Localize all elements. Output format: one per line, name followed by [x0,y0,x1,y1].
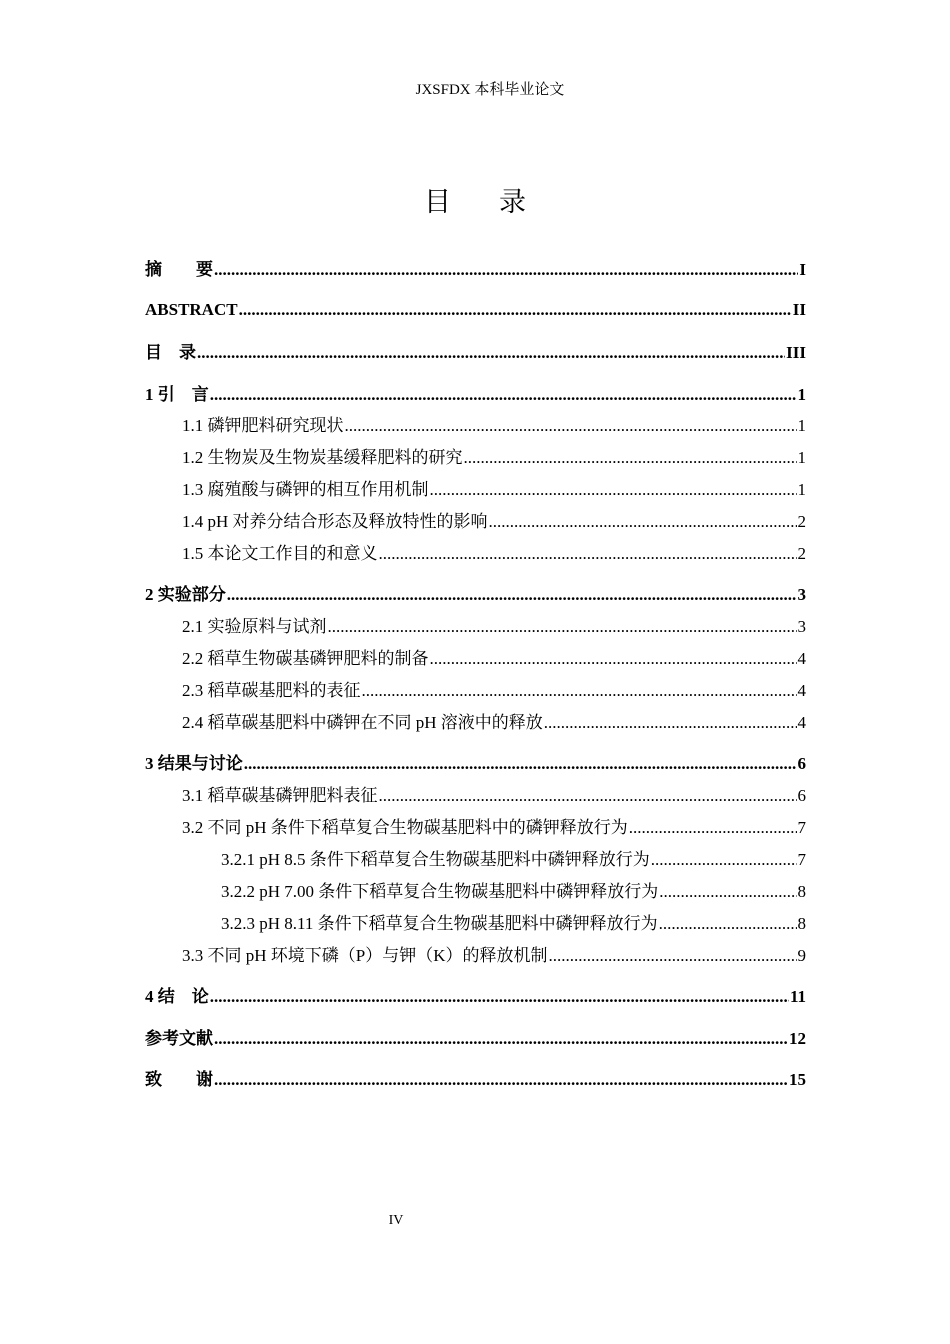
toc-entry[interactable] [145,986,806,1008]
toc-entry-page: 2 [797,512,806,531]
toc-entry-page: 3 [797,617,806,636]
toc-leader [362,680,797,702]
toc-entry-page: 7 [797,818,806,837]
toc-leader [210,986,789,1008]
toc-entry[interactable] [145,1069,806,1091]
toc-leader [544,712,797,734]
toc-leader [651,849,797,871]
toc-entry-page: 8 [797,882,806,901]
toc-entry-label: 目 录 [145,343,196,362]
toc-leader [379,785,797,807]
toc-entry-label: 2.1 实验原料与试剂 [182,617,327,636]
toc-entry-page: 12 [789,1029,806,1048]
toc-entry-label: 3.1 稻草碳基磷钾肥料表征 [182,786,378,805]
toc-entry[interactable] [145,1028,806,1050]
toc-entry-label: 1.1 磷钾肥料研究现状 [182,416,344,435]
toc-entry-page: 9 [797,946,806,965]
toc-entry[interactable] [145,299,806,321]
toc-entry-page: 1 [797,385,806,404]
toc-leader [629,817,797,839]
toc-entry-page: 4 [797,681,806,700]
toc-entry-label: 2.2 稻草生物碳基磷钾肥料的制备 [182,649,429,668]
toc-entry-page: 4 [797,649,806,668]
toc-entry[interactable] [182,817,806,839]
toc-entry[interactable] [182,648,806,670]
toc-leader [345,415,797,437]
toc-entry[interactable] [221,913,806,935]
toc-entry-label: 2.3 稻草碳基肥料的表征 [182,681,361,700]
toc-entry-label: 3.3 不同 pH 环境下磷（P）与钾（K）的释放机制 [182,946,548,965]
toc-entry-label: 3.2.3 pH 8.11 条件下稻草复合生物碳基肥料中磷钾释放行为 [221,914,658,933]
toc-entry[interactable] [145,259,806,281]
toc-entry[interactable] [221,881,806,903]
toc-leader [430,648,797,670]
toc-leader [239,299,792,321]
toc-entry[interactable] [145,384,806,406]
toc-entry-label: 3.2 不同 pH 条件下稻草复合生物碳基肥料中的磷钾释放行为 [182,818,628,837]
toc-leader [244,753,797,775]
toc-entry[interactable] [182,616,806,638]
title-char-1: 目 [424,187,451,217]
toc-entry[interactable] [182,680,806,702]
toc-entry-page: 7 [797,850,806,869]
toc-entry-label: 3.2.1 pH 8.5 条件下稻草复合生物碳基肥料中磷钾释放行为 [221,850,650,869]
toc-entry[interactable] [182,543,806,565]
toc-entry[interactable] [145,342,806,364]
toc-entry[interactable] [145,753,806,775]
toc-entry-label: 1.4 pH 对养分结合形态及释放特性的影响 [182,512,488,531]
toc-entry[interactable] [182,511,806,533]
toc-entry-page: 15 [789,1070,806,1089]
toc-leader [430,479,797,501]
toc-entry-label: 1.5 本论文工作目的和意义 [182,544,378,563]
toc-leader [328,616,797,638]
toc-entry-page: 3 [797,585,806,604]
page-header: JXSFDX 本科毕业论文 [415,82,565,98]
toc-entry-page: 2 [797,544,806,563]
toc-entry-page: III [786,343,806,362]
toc-entry[interactable] [182,479,806,501]
toc-leader [489,511,797,533]
toc-entry[interactable] [182,415,806,437]
toc-entry-label: 参考文献 [145,1029,213,1048]
toc-entry-page: 11 [789,987,806,1006]
toc-entry-label: 1.3 腐殖酸与磷钾的相互作用机制 [182,480,429,499]
toc-entry-page: 8 [797,914,806,933]
toc-entry[interactable] [221,849,806,871]
toc-entry-label: 4 结 论 [145,987,209,1006]
toc-entry[interactable] [182,712,806,734]
toc-entry-page: 1 [797,448,806,467]
toc-entry-page: 1 [797,416,806,435]
toc-entry-page: II [792,300,806,319]
toc-leader [210,384,797,406]
toc-leader [379,543,797,565]
page-number-footer: IV [388,1213,404,1228]
toc-entry[interactable] [182,785,806,807]
toc-entry-label: ABSTRACT [145,300,238,319]
toc-leader [197,342,785,364]
toc-leader [464,447,797,469]
toc-entry-page: 1 [797,480,806,499]
toc-entry-page: 6 [797,754,806,773]
toc-leader [214,259,798,281]
toc-leader [659,881,796,903]
toc-entry-label: 1.2 生物炭及生物炭基缓释肥料的研究 [182,448,463,467]
toc-entry-page: 6 [797,786,806,805]
toc-entry-label: 2 实验部分 [145,585,226,604]
toc-entry[interactable] [182,447,806,469]
toc-entry-label: 致 谢 [145,1070,213,1089]
toc-entry-label: 3.2.2 pH 7.00 条件下稻草复合生物碳基肥料中磷钾释放行为 [221,882,659,901]
toc-leader [227,584,797,606]
toc-entry[interactable] [182,945,806,967]
toc-entry-label: 2.4 稻草碳基肥料中磷钾在不同 pH 溶液中的释放 [182,713,543,732]
toc-entry-label: 1 引 言 [145,385,209,404]
toc-leader [214,1069,788,1091]
toc-entry[interactable] [145,584,806,606]
toc-entry-label: 3 结果与讨论 [145,754,243,773]
title-char-2: 录 [499,187,526,217]
toc-leader [214,1028,788,1050]
toc-entry-page: 4 [797,713,806,732]
page-title [0,180,950,219]
toc-leader [659,913,797,935]
toc-leader [549,945,797,967]
toc-entry-label: 摘 要 [145,260,213,279]
toc-entry-page: I [799,260,806,279]
